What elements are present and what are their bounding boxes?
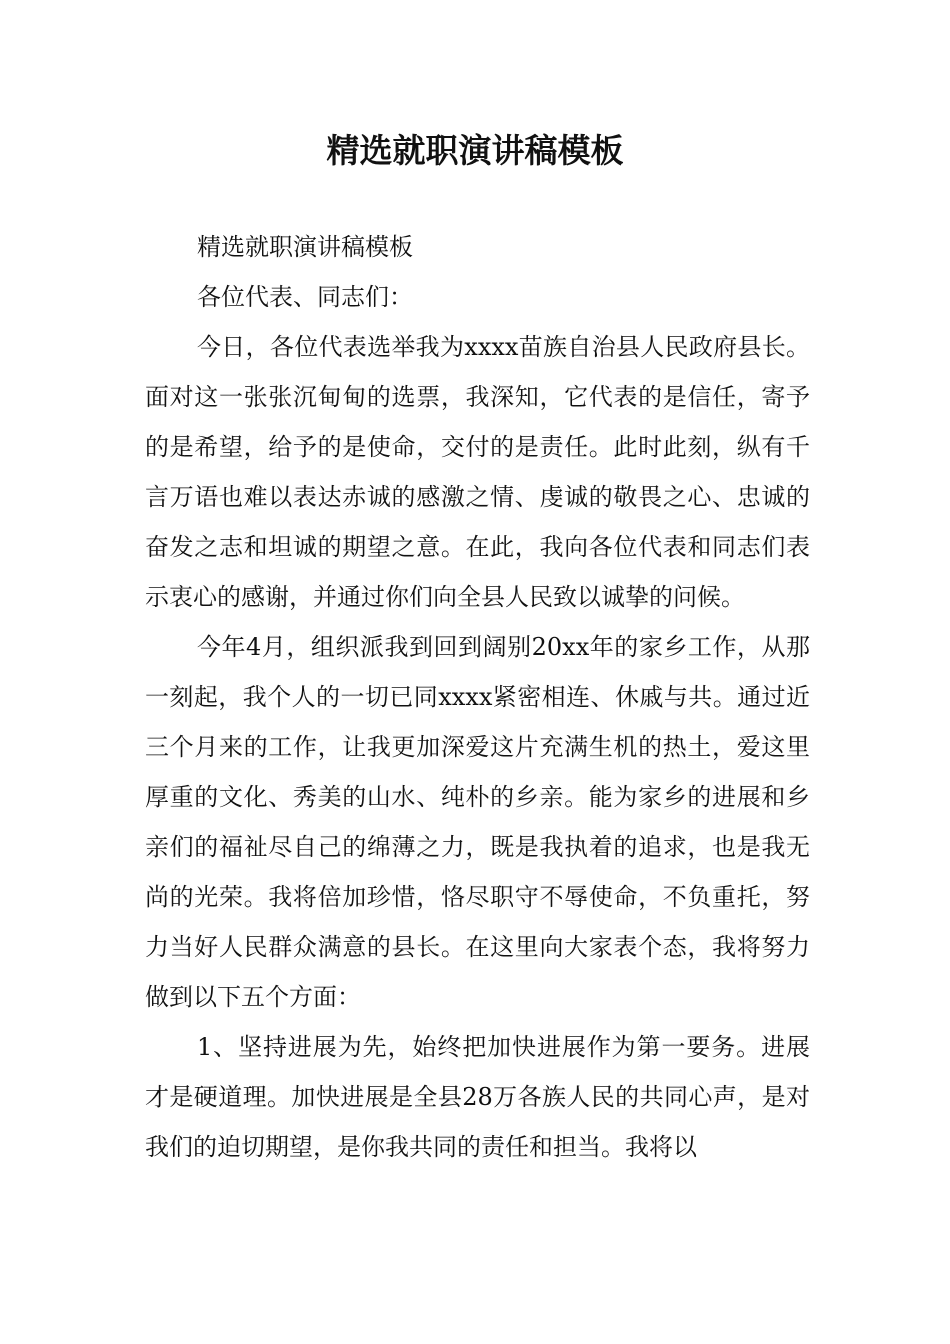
- paragraph-intro: 今日，各位代表选举我为xxxx苗族自治县人民政府县长。面对这一张张沉甸甸的选票，我深知，它代表的是信任，寄予的是希望，给予的是使命，交付的是责任。此时此刻，纵有千言万语也难以表达赤诚的感激之情、虔诚的敬畏之心、忠诚的奋发之志和坦诚的期望之意。在此，我向各位代表和同志们表示衷心的感谢，并通过你们向全县人民致以诚挚的问候。: [145, 333, 810, 611]
- paragraph-salutation: 各位代表、同志们：: [197, 283, 413, 311]
- document-body: [145, 222, 810, 1172]
- paragraph-background: 今年4月，组织派我到回到阔别20xx年的家乡工作，从那一刻起，我个人的一切已同xxxx紧密相连、休戚与共。通过近三个月来的工作，让我更加深爱这片充满生机的热土，爱这里厚重的文化、秀美的山水、纯朴的乡亲。能为家乡的进展和乡亲们的福祉尽自己的绵薄之力，既是我执着的追求，也是我无尚的光荣。我将倍加珍惜，恪尽职守不辱使命，不负重托，努力当好人民群众满意的县长。在这里向大家表个态，我将努力做到以下五个方面：: [145, 633, 810, 1011]
- document-title: 精选就职演讲稿模板: [326, 131, 624, 170]
- paragraph-subtitle: 精选就职演讲稿模板: [197, 233, 413, 261]
- paragraph-point-one: 1、坚持进展为先，始终把加快进展作为第一要务。进展才是硬道理。加快进展是全县28万各族人民的共同心声，是对我们的迫切期望，是你我共同的责任和担当。我将以: [145, 1033, 810, 1161]
